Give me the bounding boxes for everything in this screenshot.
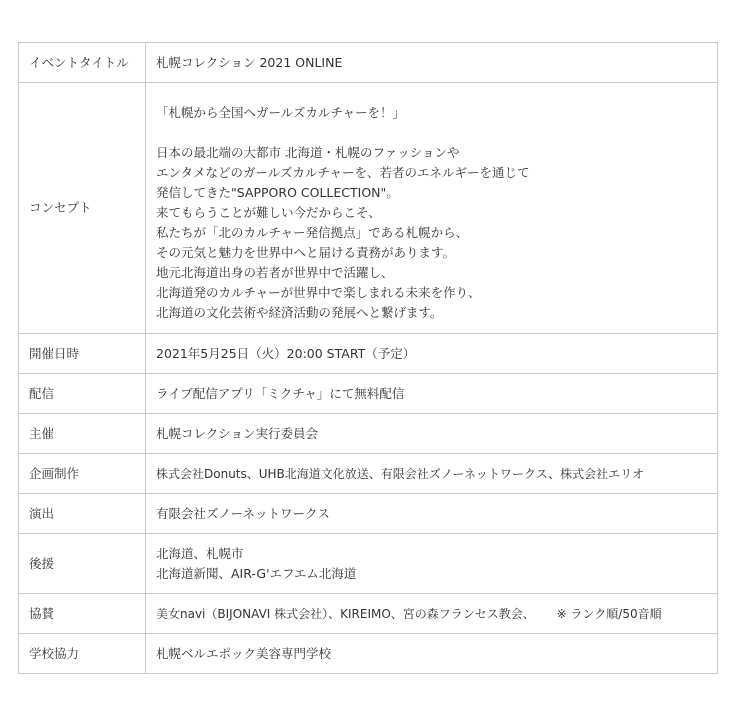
datetime-value: 2021年5月25日（火）20:00 START（予定） — [146, 334, 718, 374]
support-line: 北海道、札幌市 — [156, 545, 244, 561]
sponsor-label: 協賛 — [19, 594, 146, 634]
organizer-label: 主催 — [19, 414, 146, 454]
concept-line: 北海道の文化芸術や経済活動の発展へと繋げます。 — [156, 305, 443, 320]
concept-label: コンセプト — [19, 83, 146, 334]
streaming-value: ライブ配信アプリ「ミクチャ」にて無料配信 — [146, 374, 718, 414]
school-label: 学校協力 — [19, 634, 146, 674]
row-organizer — [19, 414, 718, 454]
concept-line: 発信してきた"SAPPORO COLLECTION"。 — [156, 185, 399, 200]
row-support — [19, 534, 718, 594]
school-value: 札幌ベルエポック美容専門学校 — [146, 634, 718, 674]
concept-headline: 「札幌から全国へガールズカルチャーを！」 — [156, 105, 406, 120]
concept-value — [146, 83, 718, 334]
concept-line: エンタメなどのガールズカルチャーを、若者のエネルギーを通じて — [156, 165, 530, 180]
row-concept — [19, 83, 718, 334]
sponsor-value — [146, 594, 718, 634]
planning-value: 株式会社Donuts、UHB北海道文化放送、有限会社ズノーネットワークス、株式会社エリオ — [146, 454, 718, 494]
direction-label: 演出 — [19, 494, 146, 534]
support-label: 後援 — [19, 534, 146, 594]
concept-line: 来てもらうことが難しい今だからこそ、 — [156, 205, 381, 220]
sponsor-order-note: ※ ランク順/50音順 — [556, 606, 662, 621]
concept-line: その元気と魅力を世界中へと届ける責務があります。 — [156, 245, 456, 260]
streaming-label: 配信 — [19, 374, 146, 414]
row-school — [19, 634, 718, 674]
row-streaming — [19, 374, 718, 414]
row-sponsor — [19, 594, 718, 634]
sponsor-list: 美女navi（BIJONAVI 株式会社）、KIREIMO、宮の森フランセス教会、 — [156, 606, 535, 621]
planning-label: 企画制作 — [19, 454, 146, 494]
concept-line: 北海道発のカルチャーが世界中で楽しまれる未来を作り、 — [156, 285, 481, 300]
event-title-label: イベントタイトル — [19, 43, 146, 83]
concept-line: 地元北海道出身の若者が世界中で活躍し、 — [156, 265, 394, 280]
support-line: 北海道新聞、AIR-G'エフエム北海道 — [156, 565, 357, 581]
concept-line: 日本の最北端の大都市 北海道・札幌のファッションや — [156, 145, 460, 160]
direction-value: 有限会社ズノーネットワークス — [146, 494, 718, 534]
row-planning — [19, 454, 718, 494]
event-title-value: 札幌コレクション 2021 ONLINE — [146, 43, 718, 83]
organizer-value: 札幌コレクション実行委員会 — [146, 414, 718, 454]
support-value — [146, 534, 718, 594]
row-direction — [19, 494, 718, 534]
datetime-label: 開催日時 — [19, 334, 146, 374]
row-datetime — [19, 334, 718, 374]
concept-line: 私たちが「北のカルチャー発信拠点」である札幌から、 — [156, 225, 469, 240]
event-info-table — [18, 42, 718, 674]
row-event-title — [19, 43, 718, 83]
